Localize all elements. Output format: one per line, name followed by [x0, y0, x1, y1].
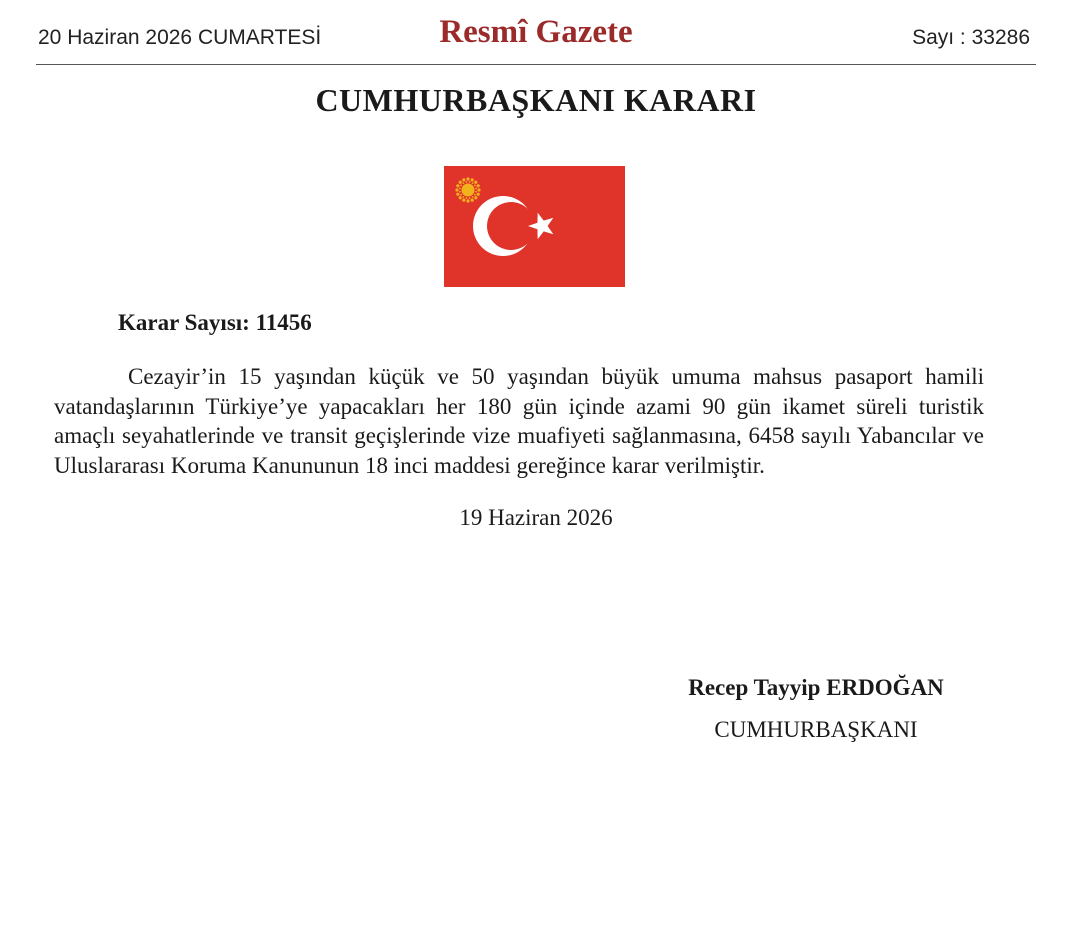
decision-date: 19 Haziran 2026 [459, 505, 613, 530]
gazette-header [36, 0, 1036, 65]
decision-number: Karar Sayısı: 11456 [118, 310, 312, 335]
document-heading: CUMHURBAŞKANI KARARI [315, 82, 757, 118]
gazette-masthead: Resmî Gazete [439, 14, 633, 50]
signatory-title: CUMHURBAŞKANI [714, 717, 918, 742]
decision-body: Cezayir’in 15 yaşından küçük ve 50 yaşından büyük umuma mahsus pasaport hamili vatandaşlarının Türkiye’ye yapacakları her 180 gün içinde azami 90 gün ikamet süreli turistik amaçlı seyahatlerinde ve transit geçişlerinde vize muafiyeti sağlanmasına, 6458 sayılı Yabancılar ve Uluslararası Koruma Kanununun 18 inci maddesi gereğince karar verilmiştir. [54, 364, 984, 478]
turkish-flag-icon [444, 166, 625, 287]
signatory-name: Recep Tayyip ERDOĞAN [688, 675, 944, 700]
issue-number: Sayı : 33286 [912, 26, 1030, 49]
publication-date: 20 Haziran 2026 CUMARTESİ [38, 26, 322, 49]
